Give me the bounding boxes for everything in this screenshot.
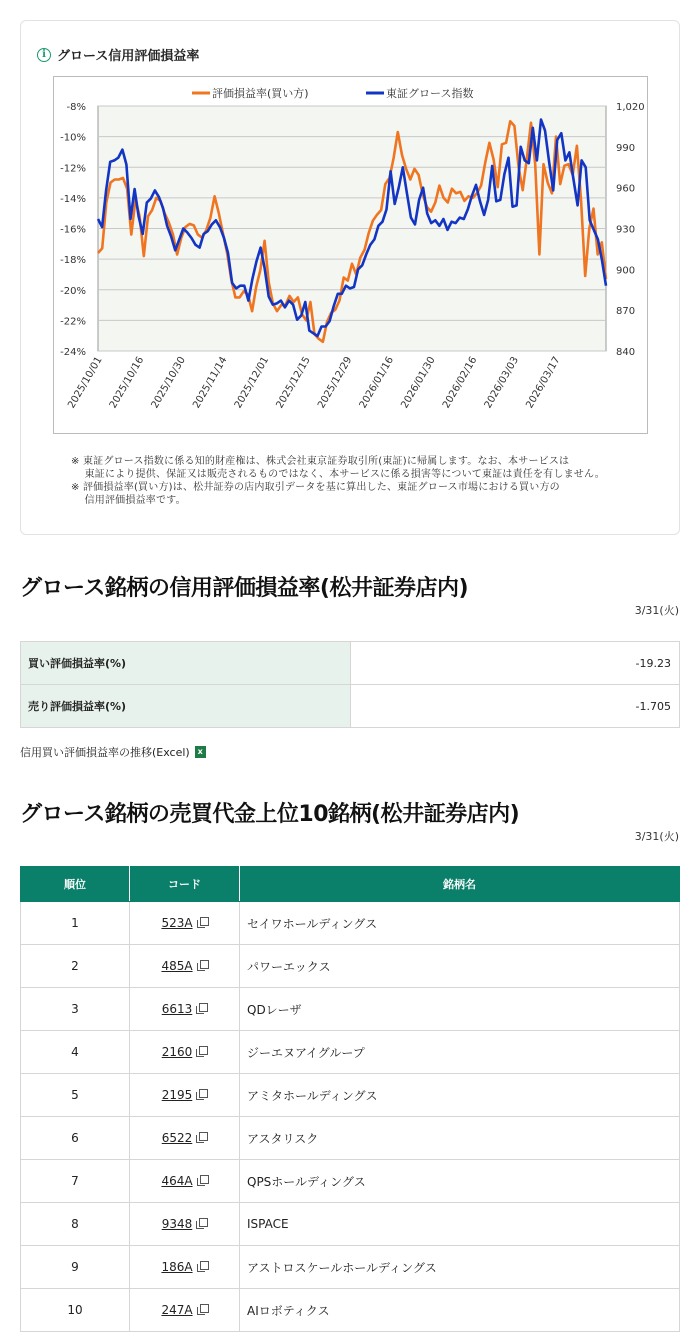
y-left-tick-label: -8% xyxy=(66,102,86,113)
x-tick-label: 2025/10/16 xyxy=(107,355,147,411)
copy-icon[interactable] xyxy=(197,917,208,928)
chart-card-title-text: グロース信用評価損益率 xyxy=(57,49,200,64)
table-row xyxy=(21,1031,680,1074)
y-left-tick-label: -12% xyxy=(60,163,86,175)
section1-date: 3/31(火) xyxy=(634,604,679,617)
code-cell xyxy=(130,1117,240,1160)
stock-code-link[interactable]: 6613 xyxy=(161,1002,193,1016)
code-cell xyxy=(130,1031,240,1074)
table-row xyxy=(21,1160,680,1203)
x-tick-label: 2025/11/14 xyxy=(191,355,230,411)
code-cell xyxy=(130,1246,240,1289)
legend-label: 東証グロース指数 xyxy=(386,87,474,100)
stock-code-link[interactable]: 464A xyxy=(161,1174,193,1188)
copy-icon[interactable] xyxy=(196,1089,207,1100)
y-left-tick-label: -18% xyxy=(60,255,86,267)
y-left-tick-label: -14% xyxy=(60,193,86,205)
x-tick-label: 2026/03/17 xyxy=(524,355,563,411)
rank-cell: 5 xyxy=(21,1074,130,1117)
y-right-tick-label: 870 xyxy=(616,306,636,318)
stock-name-cell: アミタホールディングス xyxy=(240,1074,680,1117)
code-cell xyxy=(130,1289,240,1332)
copy-icon[interactable] xyxy=(196,1003,207,1014)
copy-icon[interactable] xyxy=(197,1261,208,1272)
stock-code-link[interactable]: 9348 xyxy=(161,1217,193,1231)
y-left-tick-label: -22% xyxy=(60,316,86,328)
code-cell xyxy=(130,1203,240,1246)
stock-name-cell: アスタリスク xyxy=(240,1117,680,1160)
rank-cell: 3 xyxy=(21,988,130,1031)
y-right-tick-label: 960 xyxy=(616,183,636,195)
ranking-table-body xyxy=(21,902,680,1332)
stock-name-cell: ISPACE xyxy=(240,1203,680,1246)
table-row xyxy=(21,902,680,945)
evaluation-table xyxy=(20,641,680,728)
code-cell xyxy=(130,1074,240,1117)
section1-title: グロース銘柄の信用評価損益率(松井証券店内) xyxy=(20,576,469,601)
table-row xyxy=(21,1117,680,1160)
y-left-tick-label: -10% xyxy=(60,132,86,144)
note-line: ※ 東証グロース指数に係る知的財産権は、株式会社東京証券取引所(東証)に帰属します。なお、本サービスは xyxy=(71,456,570,467)
header-name: 銘柄名 xyxy=(240,867,680,902)
chart-card xyxy=(20,20,680,535)
stock-name-cell: QPSホールディングス xyxy=(240,1160,680,1203)
y-left-tick-label: -16% xyxy=(60,224,86,236)
stock-name-cell: セイワホールディングス xyxy=(240,902,680,945)
excel-icon[interactable]: x xyxy=(195,746,206,758)
x-tick-label: 2025/12/01 xyxy=(232,355,272,411)
x-tick-label: 2025/12/15 xyxy=(274,355,313,411)
chart-area xyxy=(53,76,648,434)
rank-cell: 1 xyxy=(21,902,130,945)
chart-card-title xyxy=(37,45,199,64)
note-line: ※ 評価損益率(買い方)は、松井証券の店内取引データを基に算出した、東証グロース市場における買い方の xyxy=(71,482,560,493)
y-left-tick-label: -20% xyxy=(60,285,86,297)
code-cell xyxy=(130,988,240,1031)
copy-icon[interactable] xyxy=(197,1175,208,1186)
stock-code-link[interactable]: 6522 xyxy=(161,1131,193,1145)
stock-name-cell: AIロボティクス xyxy=(240,1289,680,1332)
excel-download-link[interactable] xyxy=(20,744,206,760)
copy-icon[interactable] xyxy=(197,960,208,971)
y-right-tick-label: 900 xyxy=(616,265,636,277)
code-cell xyxy=(130,945,240,988)
rank-cell: 10 xyxy=(21,1289,130,1332)
ranking-table xyxy=(20,866,680,1332)
sell-eval-value: -1.705 xyxy=(351,685,680,728)
copy-icon[interactable] xyxy=(196,1218,207,1229)
stock-code-link[interactable]: 2160 xyxy=(161,1045,193,1059)
x-tick-label: 2025/12/29 xyxy=(316,355,355,411)
excel-link-text[interactable]: 信用買い評価損益率の推移(Excel) xyxy=(20,746,190,759)
x-tick-label: 2026/01/30 xyxy=(399,355,438,411)
header-rank: 順位 xyxy=(21,867,130,902)
buy-eval-value: -19.23 xyxy=(351,642,680,685)
table-row xyxy=(21,1203,680,1246)
rank-cell: 4 xyxy=(21,1031,130,1074)
y-left-tick-label: -24% xyxy=(60,347,86,358)
table-row xyxy=(21,988,680,1031)
copy-icon[interactable] xyxy=(196,1132,207,1143)
stock-name-cell: ジーエヌアイグループ xyxy=(240,1031,680,1074)
rank-cell: 2 xyxy=(21,945,130,988)
rank-cell: 7 xyxy=(21,1160,130,1203)
section2-date: 3/31(火) xyxy=(634,830,679,843)
buy-eval-label: 買い評価損益率(%) xyxy=(21,642,351,685)
sell-eval-label: 売り評価損益率(%) xyxy=(21,685,351,728)
stock-code-link[interactable]: 247A xyxy=(161,1303,193,1317)
chart-notes xyxy=(71,455,605,507)
stock-code-link[interactable]: 485A xyxy=(161,959,193,973)
legend-label: 評価損益率(買い方) xyxy=(212,87,309,100)
chart-svg xyxy=(54,77,649,435)
x-tick-label: 2026/03/03 xyxy=(482,355,521,411)
x-tick-label: 2025/10/01 xyxy=(66,355,105,411)
copy-icon[interactable] xyxy=(197,1304,208,1315)
code-cell xyxy=(130,902,240,945)
header-code: コード xyxy=(130,867,240,902)
x-tick-label: 2025/10/30 xyxy=(149,355,188,411)
table-row xyxy=(21,1246,680,1289)
table-row xyxy=(21,685,680,728)
code-cell xyxy=(130,1160,240,1203)
note-line: 信用評価損益率です。 xyxy=(71,495,186,506)
table-row xyxy=(21,642,680,685)
table-row xyxy=(21,945,680,988)
x-tick-label: 2026/02/16 xyxy=(441,355,480,411)
y-right-tick-label: 930 xyxy=(616,224,636,236)
stock-name-cell: パワーエックス xyxy=(240,945,680,988)
note-line: 東証により提供、保証又は販売されるものではなく、本サービスに係る損害等について東証は責任を有しません。 xyxy=(71,469,605,480)
rank-cell: 8 xyxy=(21,1203,130,1246)
y-right-tick-label: 1,020 xyxy=(616,102,645,113)
y-right-tick-label: 990 xyxy=(616,142,636,154)
stock-code-link[interactable]: 186A xyxy=(161,1260,193,1274)
info-icon[interactable]: i xyxy=(37,48,51,62)
table-row xyxy=(21,1289,680,1332)
stock-name-cell: アストロスケールホールディングス xyxy=(240,1246,680,1289)
y-right-tick-label: 840 xyxy=(616,347,636,358)
stock-code-link[interactable]: 2195 xyxy=(161,1088,193,1102)
rank-cell: 9 xyxy=(21,1246,130,1289)
stock-name-cell: QDレーザ xyxy=(240,988,680,1031)
table-row xyxy=(21,1074,680,1117)
section2-title: グロース銘柄の売買代金上位10銘柄(松井証券店内) xyxy=(20,802,520,827)
copy-icon[interactable] xyxy=(196,1046,207,1057)
stock-code-link[interactable]: 523A xyxy=(161,916,193,930)
x-tick-label: 2026/01/16 xyxy=(357,355,397,411)
table-header-row xyxy=(21,867,680,902)
rank-cell: 6 xyxy=(21,1117,130,1160)
